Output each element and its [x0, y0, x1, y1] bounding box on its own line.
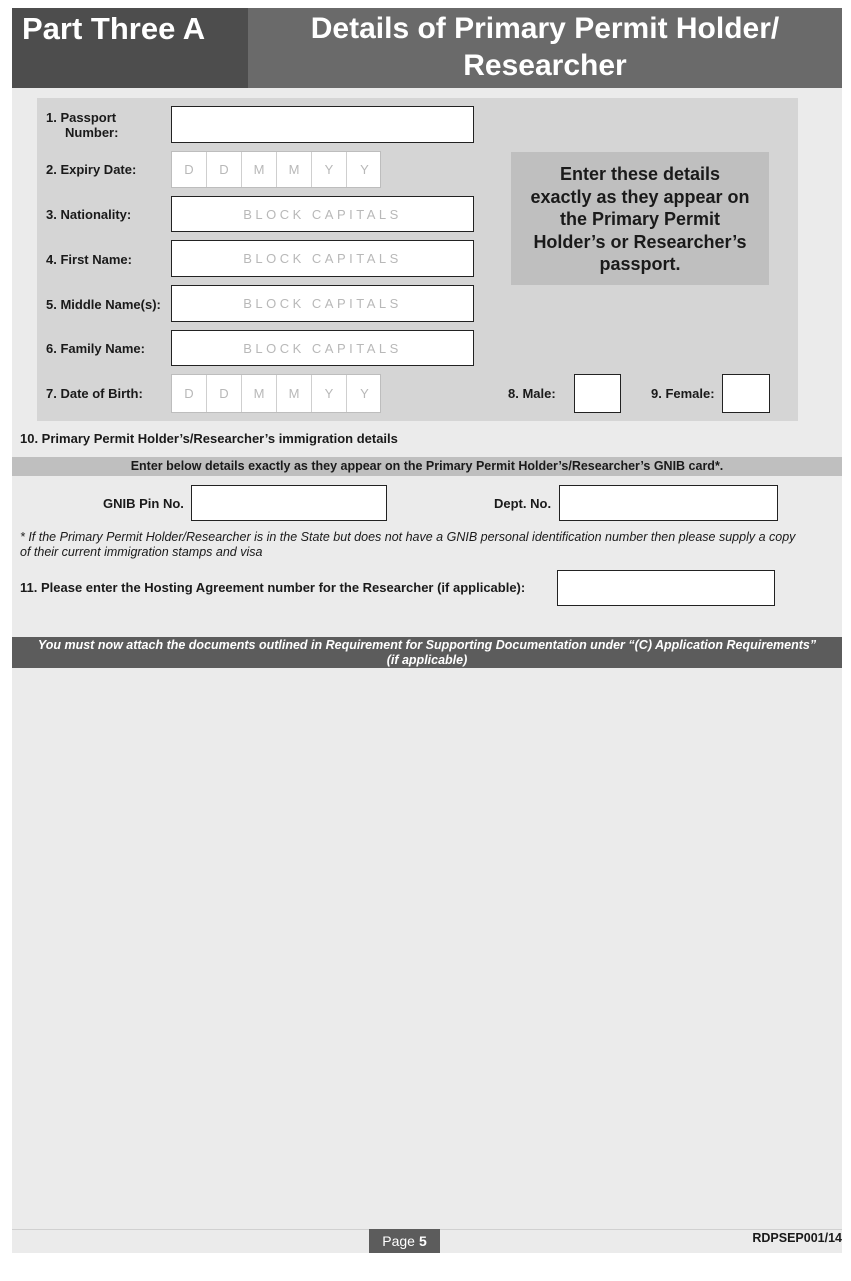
page-label: Page	[382, 1233, 415, 1249]
passport-instruction-box	[511, 152, 769, 285]
page-title	[248, 8, 842, 88]
passport-label-line2: Number:	[65, 125, 119, 140]
instruction-line4: Holder’s or Researcher’s	[533, 231, 747, 252]
female-label: 9. Female:	[651, 386, 715, 401]
family-name-input[interactable]: BLOCK CAPITALS	[171, 330, 474, 366]
female-checkbox[interactable]	[722, 374, 770, 413]
expiry-month-2[interactable]: M	[277, 152, 312, 187]
dob-month-1[interactable]: M	[242, 375, 277, 412]
male-checkbox[interactable]	[574, 374, 621, 413]
dob-year-1[interactable]: Y	[312, 375, 347, 412]
expiry-year-2[interactable]: Y	[360, 162, 369, 177]
instruction-line3: the Primary Permit	[559, 209, 721, 229]
male-label: 8. Male:	[508, 386, 556, 401]
instruction-line1: Enter these details	[559, 164, 721, 184]
page-number-tab	[369, 1229, 440, 1253]
page-title-line2: Researcher	[463, 49, 627, 82]
first-name-label: 4. First Name:	[46, 252, 132, 267]
passport-number-input[interactable]	[171, 106, 474, 143]
gnib-pin-input[interactable]	[191, 485, 387, 521]
dept-no-input[interactable]	[559, 485, 778, 521]
immigration-heading: 10. Primary Permit Holder’s/Researcher’s immigration details	[20, 431, 398, 446]
date-of-birth-input[interactable]	[171, 374, 381, 413]
attach-documents-banner	[12, 637, 842, 668]
gnib-footnote	[20, 530, 795, 560]
footnote-line1: * If the Primary Permit Holder/Researcher is in the State but does not have a GNIB personal identification number then please supply a copy	[20, 530, 796, 544]
dob-month-2[interactable]: M	[277, 375, 312, 412]
nationality-label: 3. Nationality:	[46, 207, 132, 222]
family-name-label: 6. Family Name:	[46, 341, 145, 356]
dept-no-label: Dept. No.	[494, 496, 552, 511]
middle-name-input[interactable]: BLOCK CAPITALS	[171, 285, 474, 322]
expiry-month-1[interactable]: M	[242, 152, 277, 187]
expiry-day-1[interactable]: D	[172, 152, 207, 187]
attach-line2: (if applicable)	[386, 653, 468, 667]
middle-name-label: 5. Middle Name(s):	[46, 297, 161, 312]
first-name-input[interactable]: BLOCK CAPITALS	[171, 240, 474, 277]
page-number: 5	[418, 1233, 427, 1249]
gnib-pin-label: GNIB Pin No.	[103, 496, 184, 511]
form-code: RDPSEP001/14	[752, 1231, 842, 1245]
footnote-line2: of their current immigration stamps and visa	[20, 545, 263, 559]
hosting-agreement-input[interactable]	[557, 570, 775, 606]
hosting-agreement-label: 11. Please enter the Hosting Agreement number for the Researcher (if applicable):	[20, 580, 526, 595]
expiry-date-input[interactable]	[171, 151, 381, 188]
expiry-date-label: 2. Expiry Date:	[46, 162, 137, 177]
passport-number-label	[46, 110, 118, 140]
instruction-line2: exactly as they appear on	[530, 186, 750, 207]
expiry-year-1[interactable]: Y	[312, 152, 347, 187]
nationality-input[interactable]: BLOCK CAPITALS	[171, 196, 474, 232]
expiry-day-2[interactable]: D	[207, 152, 242, 187]
dob-year-2[interactable]: Y	[360, 386, 369, 401]
passport-label-line1: 1. Passport	[46, 110, 117, 125]
instruction-line5: passport.	[599, 254, 681, 274]
date-of-birth-label: 7. Date of Birth:	[46, 386, 143, 401]
dob-day-1[interactable]: D	[172, 375, 207, 412]
dob-day-2[interactable]: D	[207, 375, 242, 412]
attach-line1: You must now attach the documents outlined in Requirement for Supporting Documentation under “(C) Application Requirements”	[37, 638, 817, 652]
page-title-line1: Details of Primary Permit Holder/	[310, 12, 780, 45]
gnib-instruction-bar: Enter below details exactly as they appear on the Primary Permit Holder’s/Researcher’s GNIB card*.	[12, 457, 842, 476]
part-label: Part Three A	[12, 8, 248, 88]
